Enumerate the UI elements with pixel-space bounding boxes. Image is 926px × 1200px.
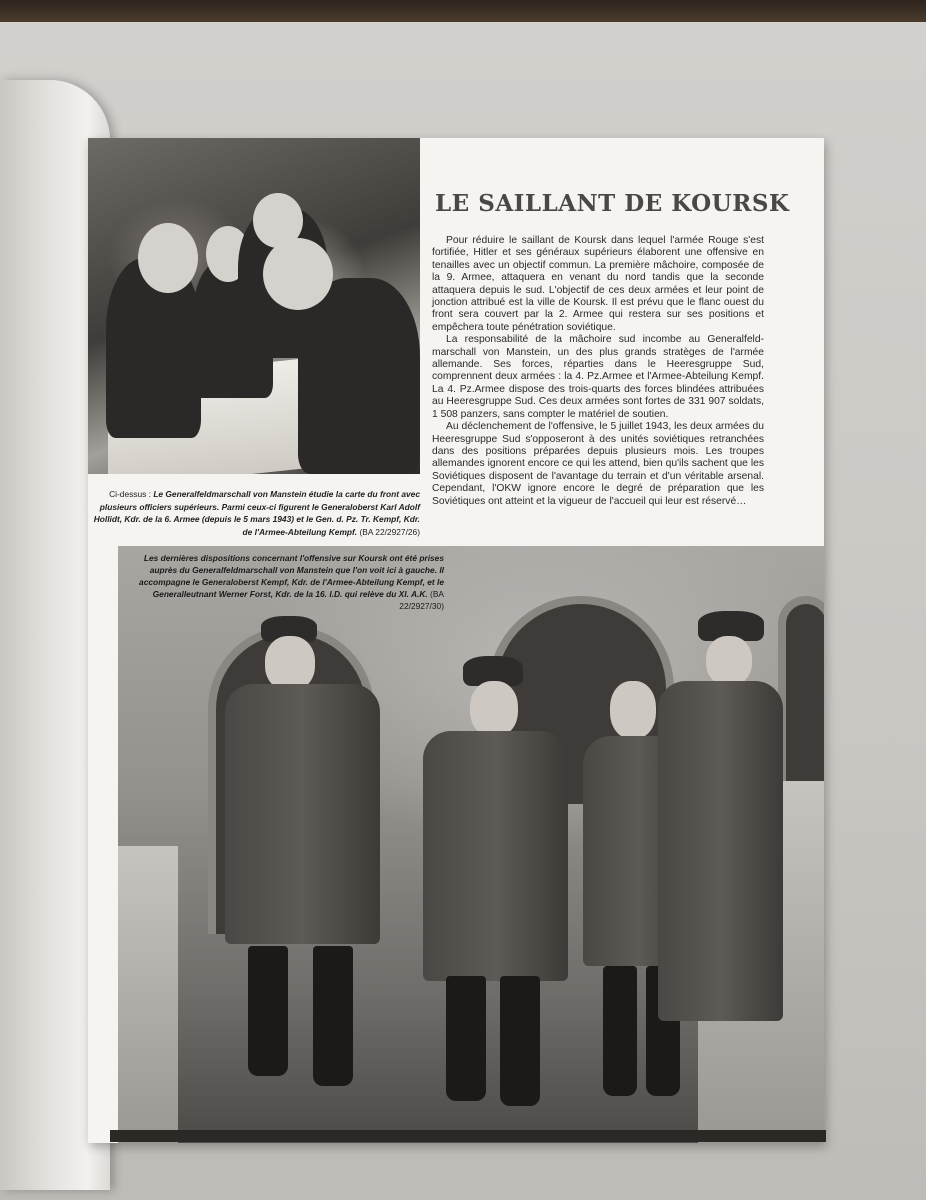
officer-figure	[213, 616, 393, 1116]
article-paragraph: La responsabilité de la mâchoire sud incombe au Generalfeld-marschall von Manstein, un des plus grands stratèges de l'armée allemande. Ses forces, réparties dans le Heeresgruppe Sud, comprennent deux armées : la 4. Pz.Armee et l'Armee-Abteilung Kempf. La 4. Pz.Armee dispose des trois-quarts des forces blindées attribuées au Heeresgruppe Sud. Ces deux armées sont fortes de 331 907 soldats, 1 508 panzers, sans compter le matériel de soutien.	[432, 334, 764, 420]
officer-head	[138, 223, 198, 293]
caption-bottom-reference: (BA 22/2927/30)	[399, 589, 444, 611]
caption-top	[88, 488, 420, 538]
caption-bottom-text: Les dernières dispositions concernant l'offensive sur Koursk ont été prises auprès du Generalfeldmarschall von Manstein que l'on voit ici à gauche. Il accompagne le Generaloberst Kempf, Kdr. de l'Armee-Abteilung Kempf, et le Generalleutnant Werner Forst, Kdr. de la 16. I.D. qui relève du XI. A.K.	[139, 553, 444, 599]
officer-figure	[658, 611, 798, 1051]
article-paragraph: Au déclenchement de l'offensive, le 5 juillet 1943, les deux armées du Heeresgruppe Sud s'opposeront à des unités soviétiques retranchées dans des positions préparées depuis plusieurs mois. Les troupes allemandes ignorent encore ce qui les attend, bien qu'ils sachent que les Soviétiques disposent de l'avantage du terrain et d'un véritable arsenal. Cependant, l'OKW ignore encore le degré de préparation que les Soviétiques ont atteint et la vigueur de l'accueil qui leur est réservé…	[432, 421, 764, 507]
caption-top-lead: Ci-dessus :	[109, 489, 151, 499]
book-page	[88, 138, 824, 1143]
photo-officers-studying-map	[88, 138, 420, 474]
article-paragraph: Pour réduire le saillant de Koursk dans lequel l'armée Rouge s'est fortifiée, Hitler et ses généraux supérieurs élaborent une offensive en tenailles avec un objectif commun. La première mâchoire, composée de la 9. Armee, attaquera en venant du nord tandis que la seconde attaquera depuis le sud. L'objectif de ces deux armées et leur point de jonction attribué est la ville de Koursk. Il est prévu que le flanc ouest du front sera couvert par la 2. Armee qui restera sur ses positions et empêchera toute pénétration soviétique.	[432, 235, 764, 333]
officer-figure	[298, 278, 420, 474]
stone-pillar	[118, 846, 178, 1143]
article	[432, 190, 790, 508]
caption-top-reference: (BA 22/2927/26)	[359, 526, 420, 537]
photo-officers-walking	[118, 546, 824, 1143]
caption-top-text: Le Generalfeldmarschall von Manstein étudie la carte du front avec plusieurs officiers supérieurs. Parmi ceux-ci figurent le Generaloberst Karl Adolf Hollidt, Kdr. de la 6. Armee (depuis le 5 mars 1943) et le Gen. d. Pz. Tr. Kempf, Kdr. de l'Armee-Abteilung Kempf.	[93, 489, 420, 537]
background-top-strip	[0, 0, 926, 22]
article-title: LE SAILLANT DE KOURSK	[435, 190, 790, 217]
caption-bottom	[126, 552, 444, 612]
officer-figure	[408, 656, 578, 1126]
officer-head	[263, 238, 333, 310]
page-edge-shadow	[110, 1130, 826, 1142]
